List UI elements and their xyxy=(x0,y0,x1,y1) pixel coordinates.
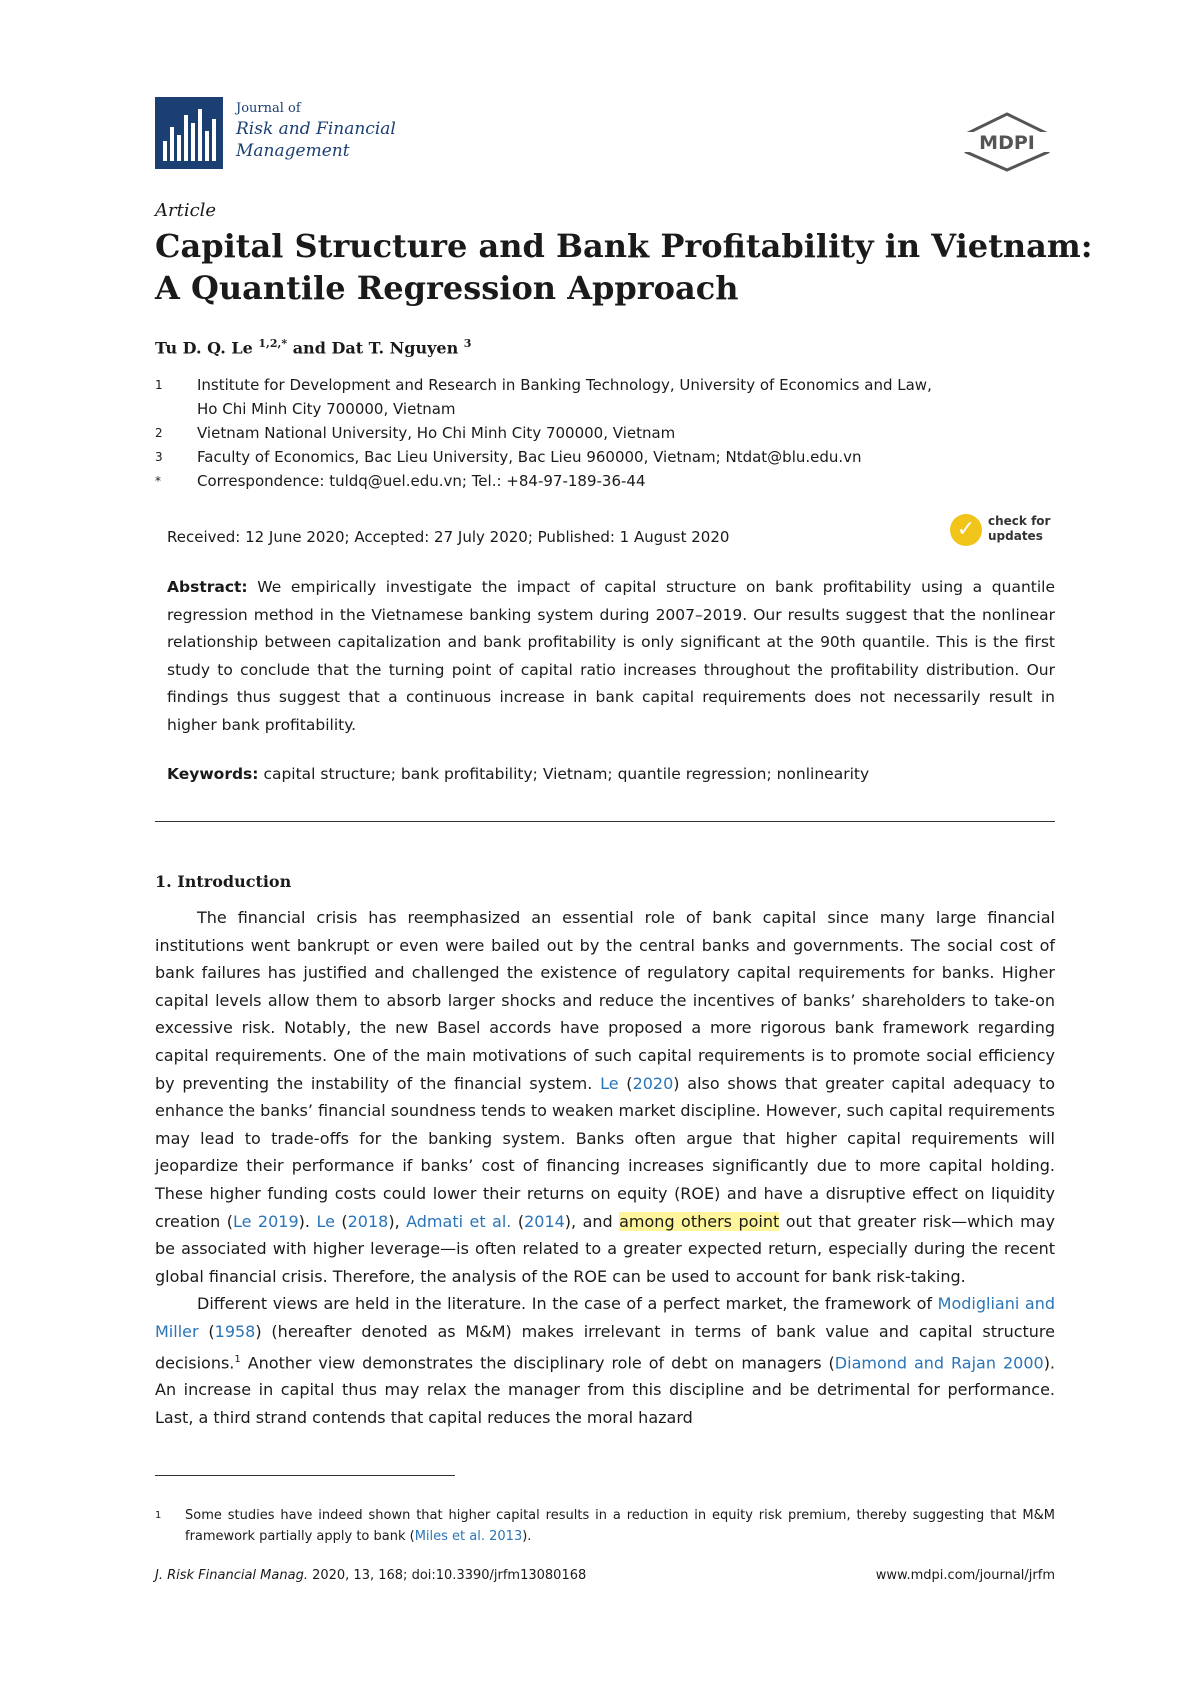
section-divider xyxy=(155,821,1055,822)
highlighted-text: among others point xyxy=(619,1211,780,1231)
affiliation-row xyxy=(155,373,1055,397)
text-run: ) (hereafter denoted as M&M) makes irrelevant in terms of bank value and capital structure decisions. xyxy=(155,1321,1056,1372)
text-run: ). xyxy=(298,1211,317,1231)
footnote-divider xyxy=(155,1475,455,1476)
mdpi-logo-text: MDPI xyxy=(979,132,1035,154)
footer-citation xyxy=(155,1568,586,1583)
journal-name-line1: Journal of xyxy=(236,101,301,116)
footer-journal-abbrev: J. Risk Financial Manag. xyxy=(155,1568,308,1583)
text-run: ( xyxy=(198,1321,215,1341)
citation-link[interactable]: Le xyxy=(316,1211,335,1231)
affiliation-row xyxy=(155,445,1055,469)
affiliation-text: Vietnam National University, Ho Chi Minh City 700000, Vietnam xyxy=(197,424,676,442)
author-1: Tu D. Q. Le xyxy=(155,338,253,358)
paragraph-1 xyxy=(155,904,1055,1290)
keywords-text: capital structure; bank profitability; Vietnam; quantile regression; nonlinearity xyxy=(263,765,870,783)
citation-link[interactable]: 2018 xyxy=(347,1211,389,1231)
citation-link[interactable]: 1958 xyxy=(214,1321,256,1341)
author-joiner: and xyxy=(292,338,326,358)
abstract-label: Abstract: xyxy=(167,578,248,596)
text-run: ). xyxy=(522,1529,532,1544)
checkmark-icon: ✓ xyxy=(950,514,982,546)
text-run: ( xyxy=(511,1211,525,1231)
citation-link[interactable]: Le xyxy=(600,1073,619,1093)
article-type: Article xyxy=(155,200,217,221)
text-run: Different views are held in the literature. In the case of a perfect market, the framework of xyxy=(197,1294,938,1314)
affiliation-row xyxy=(155,469,1055,493)
footer-url[interactable]: www.mdpi.com/journal/jrfm xyxy=(875,1568,1055,1583)
affiliations xyxy=(155,373,1055,493)
author-2-affil: 3 xyxy=(463,337,472,350)
text-run: ( xyxy=(334,1211,348,1231)
journal-name-line2: Risk and Financial xyxy=(236,119,396,139)
footnote-text xyxy=(185,1505,1055,1547)
text-run: ), xyxy=(388,1211,407,1231)
text-run: Some studies have indeed shown that higher capital results in a reduction in equity risk premium, thereby suggesting that M&M framework partially apply to bank ( xyxy=(185,1508,1055,1544)
journal-name xyxy=(236,100,396,162)
body-text xyxy=(155,904,1055,1432)
abstract-text: We empirically investigate the impact of capital structure on bank profitability using a quantile regression method in the Vietnamese banking system during 2007–2019. Our results suggest that the nonlinear relationship between capitalization and bank profitability is only significant at the 90th quantile. This is the first study to conclude that the turning point of capital ratio increases throughout the profitability distribution. Our findings thus suggest that a continuous increase in bank capital requirements does not necessarily result in higher bank profitability. xyxy=(167,578,1055,734)
author-list xyxy=(155,337,471,357)
text-run: ( xyxy=(618,1073,633,1093)
footer-doi: 2020, 13, 168; doi:10.3390/jrfm13080168 xyxy=(307,1568,587,1583)
citation-link[interactable]: Diamond and Rajan 2000 xyxy=(834,1352,1044,1372)
journal-logo-icon xyxy=(155,97,223,169)
citation-link[interactable]: 2020 xyxy=(632,1073,674,1093)
journal-name-line3: Management xyxy=(236,141,350,161)
text-run: ). An increase in capital thus may relax the manager from this discipline and be detrimental for performance. Last, a third strand contends that capital reduces the moral hazard xyxy=(155,1352,1056,1428)
abstract xyxy=(167,574,1055,739)
mdpi-logo-icon xyxy=(962,112,1052,172)
affiliation-marker xyxy=(155,397,197,421)
check-for-updates-line1: check for xyxy=(988,514,1051,528)
citation-link[interactable]: Le 2019 xyxy=(233,1211,299,1231)
paper-title xyxy=(155,225,1093,309)
affiliation-marker: 3 xyxy=(155,450,163,464)
affiliation-text: Institute for Development and Research in Banking Technology, University of Economics and Law, xyxy=(197,376,932,394)
affiliation-row xyxy=(155,421,1055,445)
affiliation-marker: * xyxy=(155,474,161,488)
text-run: ) also shows that greater capital adequacy to enhance the banks’ financial soundness tends to weaken market discipline. However, such capital requirements may lead to trade-offs for the banking system. Banks often argue that higher capital requirements will jeopardize their performance if banks’ cost of financing increases significantly due to more capital holding. These higher funding costs could lower their returns on equity (ROE) and have a disruptive effect on liquidity creation ( xyxy=(155,1073,1056,1231)
check-for-updates-label xyxy=(988,514,1050,544)
publication-dates: Received: 12 June 2020; Accepted: 27 July 2020; Published: 1 August 2020 xyxy=(167,528,730,546)
title-line2: A Quantile Regression Approach xyxy=(155,269,739,307)
affiliation-marker: 1 xyxy=(155,378,163,392)
footnote-marker: 1 xyxy=(155,1510,162,1521)
affiliation-row xyxy=(155,397,1055,421)
author-1-affil: 1,2,* xyxy=(258,337,288,350)
citation-link[interactable]: 2014 xyxy=(524,1211,565,1231)
affiliation-text: Faculty of Economics, Bac Lieu University, Bac Lieu 960000, Vietnam; Ntdat@blu.edu.vn xyxy=(197,448,862,466)
citation-link[interactable]: Admati et al. xyxy=(406,1211,512,1231)
title-line1: Capital Structure and Bank Profitability in Vietnam: xyxy=(155,227,1093,265)
text-run: ), and xyxy=(564,1211,620,1231)
check-for-updates-line2: updates xyxy=(988,529,1043,543)
affiliation-text: Ho Chi Minh City 700000, Vietnam xyxy=(197,400,456,418)
text-run: Another view demonstrates the disciplinary role of debt on managers ( xyxy=(240,1352,835,1372)
keywords xyxy=(167,765,1055,783)
text-run: The financial crisis has reemphasized an essential role of bank capital since many large financial institutions went bankrupt or even were bailed out by the central banks and governments. The social cost of bank failures has justified and challenged the existence of regulatory capital requirements for banks. Higher capital levels allow them to absorb larger shocks and reduce the incentives of banks’ shareholders to take-on excessive risk. Notably, the new Basel accords have proposed a more rigorous bank framework regarding capital requirements. One of the main motivations of such capital requirements is to promote social efficiency by preventing the instability of the financial system. xyxy=(155,908,1055,1093)
section-heading: 1. Introduction xyxy=(155,872,292,891)
affiliation-text: Correspondence: tuldq@uel.edu.vn; Tel.: +84-97-189-36-44 xyxy=(197,472,646,490)
author-2: Dat T. Nguyen xyxy=(331,338,459,358)
footnote-ref[interactable]: 1 xyxy=(234,1353,241,1365)
text-run: out that greater risk—which may be associated with higher leverage—is often related to a greater expected return, especially during the recent global financial crisis. Therefore, the analysis of the ROE can be used to account for bank risk-taking. xyxy=(155,1211,1056,1286)
check-for-updates-badge[interactable] xyxy=(950,510,1060,550)
paragraph-2 xyxy=(155,1290,1055,1431)
footnote xyxy=(155,1505,1055,1547)
citation-link[interactable]: Modigliani and Miller xyxy=(155,1294,1056,1341)
affiliation-marker: 2 xyxy=(155,426,163,440)
citation-link[interactable]: Miles et al. 2013 xyxy=(414,1529,523,1544)
keywords-label: Keywords: xyxy=(167,765,259,783)
